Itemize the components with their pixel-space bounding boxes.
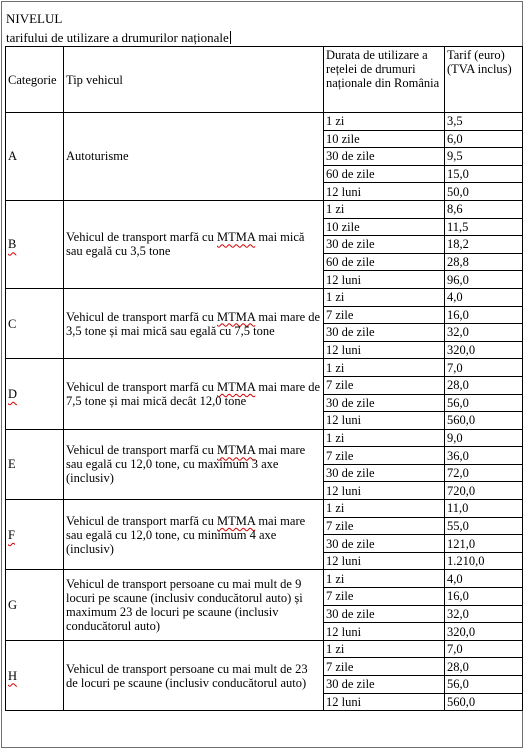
vehicle-type-text: Vehicul de transport persoane cu mai mult de 9 locuri pe scaune (inclusiv conducătorul auto) și maximum 23 de locuri pe scaune (inclusiv conducătorul auto) (66, 577, 303, 634)
vehicle-type-cell (64, 640, 324, 710)
vehicle-type-text: Vehicul de transport marfă cu (66, 513, 217, 528)
duration-cell: 7 zile (324, 447, 445, 465)
category-label: F (8, 527, 15, 542)
duration-cell: 30 de zile (324, 236, 445, 254)
duration-cell: 30 de zile (324, 464, 445, 482)
header-tip-vehicul: Tip vehicul (64, 47, 324, 113)
tariff-cell: 96,0 (445, 271, 523, 289)
duration-cell: 30 de zile (324, 148, 445, 166)
table-row (6, 359, 523, 377)
header-tarif: Tarif (euro) (TVA inclus) (445, 47, 523, 113)
tariff-cell: 320,0 (445, 341, 523, 359)
duration-cell: 1 zi (324, 359, 445, 377)
table-row (6, 500, 523, 518)
duration-cell: 10 zile (324, 130, 445, 148)
vehicle-type-text: Vehicul de transport marfă cu (66, 309, 217, 324)
vehicle-type-text: mai mare sau egală cu 12,0 tone, cu minimum 4 axe (inclusiv) (66, 513, 306, 556)
text-cursor (230, 31, 231, 44)
tariff-cell: 4,0 (445, 288, 523, 306)
vehicle-type-text: mai mare sau egală cu 12,0 tone, cu maximum 3 axe (inclusiv) (66, 443, 306, 486)
tariff-cell: 3,5 (445, 113, 523, 131)
duration-cell: 12 luni (324, 693, 445, 711)
vehicle-type-cell (64, 113, 324, 201)
duration-cell: 30 de zile (324, 676, 445, 694)
duration-cell: 60 de zile (324, 253, 445, 271)
category-cell (6, 200, 64, 288)
tariff-cell: 32,0 (445, 605, 523, 623)
tariff-cell: 55,0 (445, 517, 523, 535)
category-cell (6, 288, 64, 358)
document-title (6, 10, 62, 27)
vehicle-type-cell (64, 429, 324, 499)
category-cell (6, 500, 64, 570)
table-row (6, 200, 523, 218)
duration-cell: 1 zi (324, 200, 445, 218)
category-label: D (8, 387, 18, 401)
tariff-cell: 9,0 (445, 429, 523, 447)
duration-cell: 12 luni (324, 623, 445, 641)
tariff-cell: 6,0 (445, 130, 523, 148)
tariff-cell: 121,0 (445, 535, 523, 553)
category-label: E (8, 457, 16, 472)
vehicle-type-cell (64, 500, 324, 570)
category-label: B (8, 237, 17, 252)
category-label: G (8, 598, 18, 613)
table-body (6, 113, 523, 711)
duration-cell: 1 zi (324, 500, 445, 518)
category-label: C (8, 316, 17, 331)
vehicle-type-text: Vehicul de transport marfă cu (66, 230, 217, 245)
duration-cell: 12 luni (324, 552, 445, 570)
subtitle-text: tarifului de utilizare a drumurilor naționale (6, 30, 229, 45)
duration-cell: 30 de zile (324, 535, 445, 553)
vehicle-type-text: mai mică sau egală cu 3,5 tone (66, 230, 305, 259)
tariff-cell: 28,0 (445, 376, 523, 394)
tariff-cell: 32,0 (445, 324, 523, 342)
duration-cell: 60 de zile (324, 165, 445, 183)
duration-cell: 30 de zile (324, 394, 445, 412)
header-categorie: Categorie (6, 47, 64, 113)
duration-cell: 7 zile (324, 588, 445, 606)
vehicle-type-text: Autoturisme (66, 149, 129, 164)
vehicle-type-text: Vehicul de transport persoane cu mai mult de 23 de locuri pe scaune (inclusiv conducătorul auto) (66, 661, 308, 690)
table-row (6, 640, 523, 658)
tariff-table (5, 46, 523, 711)
vehicle-type-cell (64, 570, 324, 640)
duration-cell: 7 zile (324, 658, 445, 676)
category-cell (6, 570, 64, 640)
vehicle-type-text: Vehicul de transport marfă cu (66, 380, 217, 394)
tariff-cell: 56,0 (445, 394, 523, 412)
duration-cell: 7 zile (324, 517, 445, 535)
duration-cell: 30 de zile (324, 605, 445, 623)
duration-cell: 30 de zile (324, 324, 445, 342)
duration-cell: 7 zile (324, 376, 445, 394)
duration-cell: 1 zi (324, 640, 445, 658)
duration-cell: 12 luni (324, 482, 445, 500)
spellcheck-word: MTMA (216, 230, 256, 245)
tariff-cell: 7,0 (445, 359, 523, 377)
duration-cell: 12 luni (324, 271, 445, 289)
category-label: A (8, 149, 18, 164)
table-row (6, 570, 523, 588)
category-cell (6, 359, 64, 429)
tariff-cell: 560,0 (445, 412, 523, 430)
tariff-cell: 11,0 (445, 500, 523, 518)
category-cell (6, 640, 64, 710)
vehicle-type-text: mai mare de 7,5 tone și mai mică decât 12,0 tone (66, 380, 321, 408)
category-cell (6, 113, 64, 201)
tariff-cell: 11,5 (445, 218, 523, 236)
tariff-cell: 560,0 (445, 693, 523, 711)
table-row (6, 113, 523, 131)
header-durata: Durata de utilizare a rețelei de drumuri naționale din România (324, 47, 445, 113)
tariff-cell: 50,0 (445, 183, 523, 201)
tariff-cell: 16,0 (445, 588, 523, 606)
vehicle-type-text: Vehicul de transport marfă cu (66, 443, 217, 458)
tariff-cell: 8,6 (445, 200, 523, 218)
vehicle-type-text: mai mare de 3,5 tone și mai mică sau egală cu 7,5 tone (66, 309, 321, 338)
spellcheck-word: MTMA (216, 380, 256, 394)
tariff-cell: 4,0 (445, 570, 523, 588)
tariff-cell: 9,5 (445, 148, 523, 166)
tariff-cell: 1.210,0 (445, 552, 523, 570)
tariff-cell: 72,0 (445, 464, 523, 482)
spellcheck-word: MTMA (216, 513, 256, 528)
duration-cell: 1 zi (324, 288, 445, 306)
duration-cell: 1 zi (324, 570, 445, 588)
tariff-cell: 28,8 (445, 253, 523, 271)
category-cell (6, 429, 64, 499)
vehicle-type-cell (64, 200, 324, 288)
vehicle-type-cell (64, 359, 324, 429)
duration-cell: 1 zi (324, 113, 445, 131)
tariff-cell: 16,0 (445, 306, 523, 324)
duration-cell: 1 zi (324, 429, 445, 447)
document-subtitle[interactable] (6, 29, 231, 46)
duration-cell: 10 zile (324, 218, 445, 236)
tariff-cell: 56,0 (445, 676, 523, 694)
duration-cell: 12 luni (324, 341, 445, 359)
duration-cell: 7 zile (324, 306, 445, 324)
tariff-cell: 28,0 (445, 658, 523, 676)
tariff-cell: 320,0 (445, 623, 523, 641)
duration-cell: 12 luni (324, 183, 445, 201)
title-text: NIVELUL (6, 11, 63, 26)
vehicle-type-cell (64, 288, 324, 358)
table-row (6, 288, 523, 306)
tariff-cell: 720,0 (445, 482, 523, 500)
spellcheck-word: MTMA (216, 309, 256, 324)
tariff-cell: 18,2 (445, 236, 523, 254)
tariff-cell: 15,0 (445, 165, 523, 183)
duration-cell: 12 luni (324, 412, 445, 430)
table-row (6, 429, 523, 447)
tariff-cell: 7,0 (445, 640, 523, 658)
table-header-row (6, 47, 523, 113)
tariff-cell: 36,0 (445, 447, 523, 465)
category-label: H (8, 668, 18, 683)
spellcheck-word: MTMA (216, 443, 256, 458)
